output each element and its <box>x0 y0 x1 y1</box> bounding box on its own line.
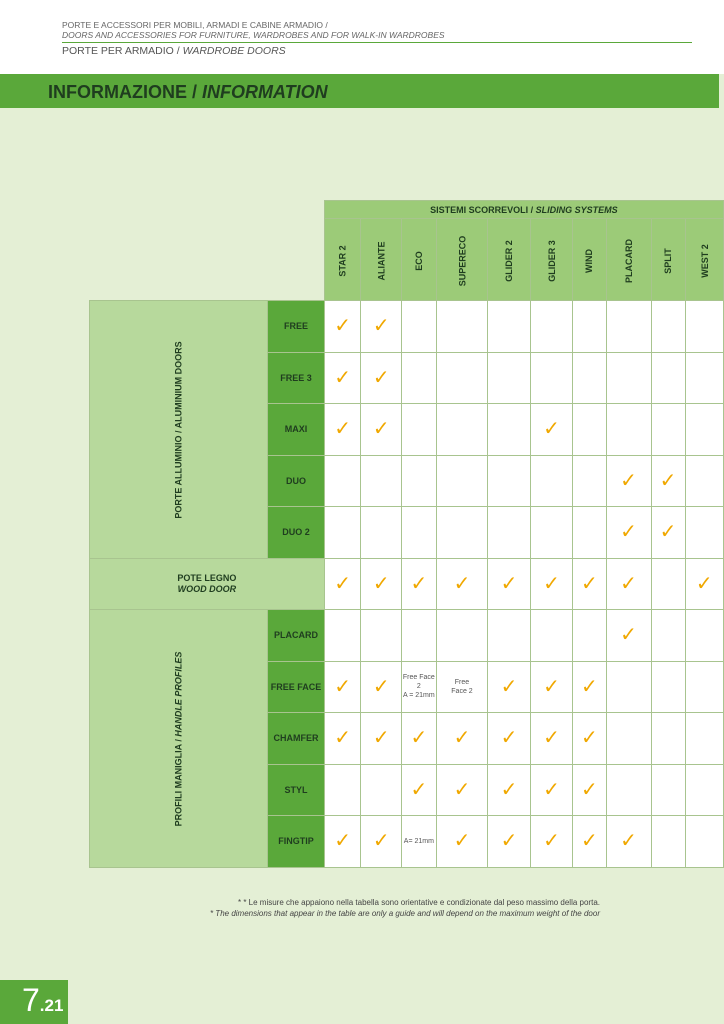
table-cell <box>324 352 361 404</box>
table-cell <box>361 352 402 404</box>
column-header <box>324 219 361 301</box>
table-cell <box>606 713 651 765</box>
table-cell <box>488 455 531 507</box>
column-header-label: WEST 2 <box>699 243 710 278</box>
table-cell <box>436 713 488 765</box>
table-cell <box>606 507 651 559</box>
table-cell <box>573 764 606 816</box>
table-cell <box>402 404 437 456</box>
row-label: CHAMFER <box>268 713 324 765</box>
cell-note: Face 2 <box>451 687 473 695</box>
footnote-english: * The dimensions that appear in the table are only a guide and will depend on the maximum weight of the door <box>209 909 600 918</box>
table-cell <box>402 455 437 507</box>
column-header <box>361 219 402 301</box>
table-cell <box>488 816 531 868</box>
check-icon: ✓ <box>500 828 518 853</box>
table-cell <box>402 507 437 559</box>
table-cell <box>361 713 402 765</box>
table-cell <box>573 713 606 765</box>
table-cell <box>361 764 402 816</box>
check-icon: ✓ <box>659 467 677 492</box>
column-header-label: ECO <box>413 250 424 271</box>
check-icon: ✓ <box>453 570 471 595</box>
column-header <box>402 219 437 301</box>
table-cell <box>402 764 437 816</box>
table-cell <box>530 404 573 456</box>
sliding-systems-header-it: SISTEMI SCORREVOLI / <box>430 204 536 215</box>
check-icon: ✓ <box>581 673 598 698</box>
table-cell <box>402 713 437 765</box>
table-cell <box>488 352 531 404</box>
table-cell <box>361 404 402 456</box>
row-label: FREE FACE <box>268 661 324 713</box>
table-cell <box>651 610 685 662</box>
row-label: STYL <box>268 764 324 816</box>
table-cell <box>488 301 531 353</box>
check-icon: ✓ <box>543 570 560 595</box>
check-icon: ✓ <box>372 416 390 441</box>
table-cell <box>651 455 685 507</box>
check-icon: ✓ <box>543 776 560 801</box>
table-cell <box>402 352 437 404</box>
row-label-wood-door <box>90 558 325 610</box>
wood-door-label-en: WOOD DOOR <box>177 583 237 594</box>
column-header-label: PLACARD <box>623 238 634 283</box>
table-cell <box>530 610 573 662</box>
check-icon: ✓ <box>372 725 390 750</box>
table-cell <box>436 404 488 456</box>
check-icon: ✓ <box>659 519 677 544</box>
column-header-label: SPLIT <box>663 247 674 274</box>
check-icon: ✓ <box>453 725 471 750</box>
column-header-label: STAR 2 <box>337 244 348 277</box>
table-cell <box>573 455 606 507</box>
column-header-label: ALIANTE <box>376 241 387 280</box>
table-row <box>90 558 724 610</box>
table-cell <box>530 558 573 610</box>
check-icon: ✓ <box>620 467 637 492</box>
table-cell <box>685 558 723 610</box>
wood-door-label-it: POTE LEGNO <box>177 572 237 583</box>
table-cell <box>324 816 361 868</box>
column-header-label: SUPERECO <box>456 235 467 286</box>
table-cell <box>606 404 651 456</box>
footnote <box>100 897 600 919</box>
check-icon: ✓ <box>500 673 518 698</box>
table-cell <box>324 610 361 662</box>
table-cell <box>436 558 488 610</box>
check-icon: ✓ <box>581 776 598 801</box>
group-label-handle-profiles-en: HANDLE PROFILES <box>173 651 184 737</box>
check-icon: ✓ <box>334 570 351 595</box>
table-cell <box>488 404 531 456</box>
table-cell <box>436 352 488 404</box>
table-cell <box>488 507 531 559</box>
table-cell <box>361 610 402 662</box>
table-cell <box>651 713 685 765</box>
table-cell <box>530 301 573 353</box>
table-cell <box>436 816 488 868</box>
table-row <box>90 301 724 353</box>
row-label: PLACARD <box>268 610 324 662</box>
row-label: FREE 3 <box>268 352 324 404</box>
table-cell <box>685 816 723 868</box>
check-icon: ✓ <box>620 622 637 647</box>
section-label <box>62 45 692 57</box>
section-label-it: PORTE PER ARMADIO / <box>62 45 183 57</box>
table-cell <box>573 352 606 404</box>
table-cell <box>324 558 361 610</box>
header-line-italian: PORTE E ACCESSORI PER MOBILI, ARMADI E CABINE ARMADIO / <box>62 20 328 30</box>
group-label-aluminium-doors <box>90 301 268 559</box>
table-cell <box>436 507 488 559</box>
cell-note: A = 21mm <box>403 692 435 700</box>
table-cell <box>573 558 606 610</box>
group-label-handle-profiles <box>90 610 268 868</box>
table-row <box>90 610 724 662</box>
table-cell <box>436 661 488 713</box>
table-cell <box>651 301 685 353</box>
page-number <box>22 982 63 1019</box>
compatibility-table <box>89 200 724 868</box>
title-en: INFORMATION <box>202 82 328 102</box>
table-corner <box>90 201 325 301</box>
check-icon: ✓ <box>620 570 637 595</box>
column-header <box>436 219 488 301</box>
header-divider <box>62 42 692 43</box>
table-cell <box>361 301 402 353</box>
cell-note: A= 21mm <box>403 837 434 845</box>
section-label-en: WARDROBE DOORS <box>182 45 286 57</box>
table-header-row <box>90 201 724 219</box>
check-icon: ✓ <box>410 725 428 750</box>
check-icon: ✓ <box>500 725 518 750</box>
check-icon: ✓ <box>372 313 390 338</box>
column-header <box>651 219 685 301</box>
check-icon: ✓ <box>581 828 598 853</box>
table-cell <box>530 661 573 713</box>
check-icon: ✓ <box>372 364 390 389</box>
table-cell <box>651 661 685 713</box>
check-icon: ✓ <box>334 416 351 441</box>
table-cell <box>606 301 651 353</box>
page-title <box>48 82 328 103</box>
column-header <box>685 219 723 301</box>
table-cell <box>651 404 685 456</box>
table-cell <box>361 507 402 559</box>
table-cell <box>402 301 437 353</box>
check-icon: ✓ <box>334 673 351 698</box>
row-label: DUO 2 <box>268 507 324 559</box>
page-number-major: 7 <box>22 982 40 1018</box>
check-icon: ✓ <box>453 776 471 801</box>
table-cell <box>324 404 361 456</box>
table-cell <box>436 301 488 353</box>
table-cell <box>573 301 606 353</box>
table-cell <box>361 558 402 610</box>
table-cell <box>606 661 651 713</box>
check-icon: ✓ <box>695 570 713 595</box>
table-cell <box>651 507 685 559</box>
table-cell <box>324 507 361 559</box>
column-header <box>573 219 606 301</box>
group-label-handle-profiles-it: PROFILI MANIGLIA / <box>173 736 184 827</box>
page-header <box>62 20 692 57</box>
row-label: FINGTIP <box>268 816 324 868</box>
table-cell <box>530 352 573 404</box>
row-label: DUO <box>268 455 324 507</box>
table-cell <box>651 816 685 868</box>
table-cell <box>530 816 573 868</box>
table-cell <box>573 816 606 868</box>
check-icon: ✓ <box>543 828 560 853</box>
table-cell <box>402 610 437 662</box>
column-header <box>530 219 573 301</box>
table-cell <box>651 558 685 610</box>
title-it: INFORMAZIONE / <box>48 82 202 102</box>
check-icon: ✓ <box>581 570 598 595</box>
table-cell <box>606 558 651 610</box>
table-cell <box>606 352 651 404</box>
table-cell <box>488 558 531 610</box>
table-cell <box>436 764 488 816</box>
table-cell <box>324 455 361 507</box>
table-cell <box>651 764 685 816</box>
table-cell <box>436 610 488 662</box>
sliding-systems-header-en: SLIDING SYSTEMS <box>535 204 618 215</box>
table-cell <box>361 455 402 507</box>
table-cell <box>573 661 606 713</box>
column-header-label: WIND <box>584 248 595 273</box>
row-label: FREE <box>268 301 324 353</box>
check-icon: ✓ <box>453 828 471 853</box>
check-icon: ✓ <box>410 570 428 595</box>
table-cell <box>606 455 651 507</box>
table-cell <box>606 610 651 662</box>
table-cell <box>606 816 651 868</box>
table-cell <box>685 455 723 507</box>
table-cell <box>685 610 723 662</box>
header-line-english: DOORS AND ACCESSORIES FOR FURNITURE, WARDROBES AND FOR WALK-IN WARDROBES <box>62 30 445 40</box>
check-icon: ✓ <box>543 725 560 750</box>
table-cell <box>651 352 685 404</box>
table-cell <box>685 661 723 713</box>
table-cell <box>324 301 361 353</box>
table-cell <box>488 764 531 816</box>
table-cell <box>685 713 723 765</box>
check-icon: ✓ <box>334 313 351 338</box>
column-header-label: GLIDER 2 <box>504 239 515 282</box>
row-label: MAXI <box>268 404 324 456</box>
check-icon: ✓ <box>372 570 390 595</box>
table-cell <box>573 507 606 559</box>
check-icon: ✓ <box>334 364 351 389</box>
check-icon: ✓ <box>543 673 560 698</box>
cell-note: Free <box>454 678 470 686</box>
table-cell <box>685 404 723 456</box>
table-cell <box>402 558 437 610</box>
group-label-handle-profiles-text <box>174 652 184 827</box>
column-header <box>606 219 651 301</box>
table-cell <box>361 661 402 713</box>
table-cell <box>685 764 723 816</box>
table-cell <box>530 455 573 507</box>
table-cell <box>488 661 531 713</box>
sliding-systems-header <box>324 201 723 219</box>
footnote-italian: * * Le misure che appaiono nella tabella sono orientative e condizionate dal peso massimo della porta. <box>237 898 600 907</box>
table-cell <box>324 764 361 816</box>
table-cell <box>573 404 606 456</box>
check-icon: ✓ <box>372 673 390 698</box>
table-cell <box>402 661 437 713</box>
table-cell <box>685 507 723 559</box>
table-cell <box>573 610 606 662</box>
check-icon: ✓ <box>372 828 390 853</box>
table-cell <box>530 507 573 559</box>
check-icon: ✓ <box>543 416 560 441</box>
table-cell <box>488 610 531 662</box>
check-icon: ✓ <box>620 519 637 544</box>
table-cell <box>685 352 723 404</box>
table-cell <box>685 301 723 353</box>
check-icon: ✓ <box>500 776 518 801</box>
table-cell <box>530 713 573 765</box>
check-icon: ✓ <box>500 570 518 595</box>
table-cell <box>530 764 573 816</box>
table-cell <box>488 713 531 765</box>
check-icon: ✓ <box>410 776 428 801</box>
column-header-label: GLIDER 3 <box>546 239 557 282</box>
table-cell <box>361 816 402 868</box>
column-header <box>488 219 531 301</box>
table-cell <box>324 713 361 765</box>
table-cell <box>324 661 361 713</box>
check-icon: ✓ <box>620 828 637 853</box>
check-icon: ✓ <box>334 828 351 853</box>
check-icon: ✓ <box>581 725 598 750</box>
cell-note: Free Face 2 <box>402 674 435 691</box>
table-cell <box>606 764 651 816</box>
check-icon: ✓ <box>334 725 351 750</box>
page-number-minor: .21 <box>39 996 64 1015</box>
group-label-aluminium-doors-text: PORTE ALLUMINIO / ALUMINIUM DOORS <box>173 341 184 519</box>
table-cell <box>436 455 488 507</box>
table-cell <box>402 816 437 868</box>
